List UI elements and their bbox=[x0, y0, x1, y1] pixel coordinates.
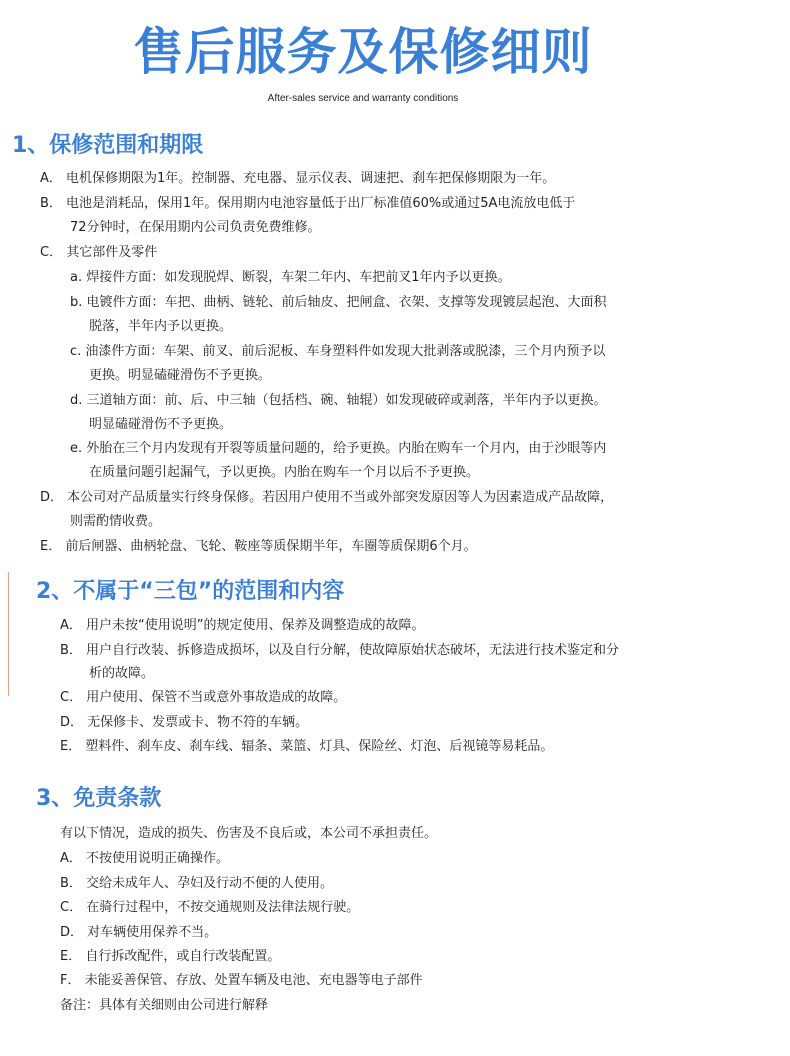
sub-list-item: b. 电镀件方面：车把、曲柄、链轮、前后轴皮、把闸盒、衣架、支撑等发现镀层起泡、大面积 bbox=[70, 295, 607, 310]
sub-list-item-continuation: 脱落，半年内予以更换。 bbox=[89, 319, 233, 334]
sub-list-item: c. 油漆件方面：车架、前叉、前后泥板、车身塑料件如发现大批剥落或脱漆，三个月内预予以 bbox=[70, 344, 606, 359]
list-item: B． 用户自行改装、拆修造成损坏，以及自行分解，使故障原始状态破坏，无法进行技术鉴定和分 bbox=[60, 643, 620, 658]
list-item: B． 电池是消耗品，保用1年。保用期内电池容量低于出厂标准值60%或通过5A电流放电低于 bbox=[40, 196, 576, 211]
page-title: 售后服务及保修细则 bbox=[133, 23, 593, 81]
list-item: A． 电机保修期限为1年。控制器、充电器、显示仪表、调速把、刹车把保修期限为一年。 bbox=[40, 171, 556, 186]
list-item: C． 在骑行过程中，不按交通规则及法律法规行驶。 bbox=[60, 900, 360, 915]
list-item: F． 未能妥善保管、存放、处置车辆及电池、充电器等电子部件 bbox=[60, 973, 423, 988]
list-item-continuation: 析的故障。 bbox=[89, 666, 155, 681]
sub-list-item: a. 焊接件方面：如发现脱焊、断裂，车架二年内、车把前叉1年内予以更换。 bbox=[70, 270, 511, 285]
list-item: A． 用户未按“使用说明”的规定使用、保养及调整造成的故障。 bbox=[60, 618, 425, 633]
sub-list-item: e. 外胎在三个月内发现有开裂等质量问题的，给予更换。内胎在购车一个月内，由于沙眼等内 bbox=[70, 441, 607, 456]
section-heading-exclusions: 2、不属于“三包”的范围和内容 bbox=[36, 579, 345, 604]
intro-text: 有以下情况，造成的损失、伤害及不良后或，本公司不承担责任。 bbox=[60, 826, 438, 841]
sub-list-item-continuation: 明显磕碰滑伤不予更换。 bbox=[89, 417, 233, 432]
list-item: D． 本公司对产品质量实行终身保修。若因用户使用不当或外部突发原因等人为因素造成产品故障， bbox=[40, 490, 614, 505]
list-item: D． 对车辆使用保养不当。 bbox=[60, 925, 218, 940]
list-item: D． 无保修卡、发票或卡、物不符的车辆。 bbox=[60, 715, 309, 730]
section-heading-disclaimer: 3、免责条款 bbox=[36, 786, 162, 811]
sub-list-item-continuation: 在质量问题引起漏气，予以更换。内胎在购车一个月以后不予更换。 bbox=[89, 465, 480, 480]
sub-list-item: d. 三道轴方面：前、后、中三轴（包括档、碗、轴辊）如发现破碎或剥落，半年内予以更换。 bbox=[70, 393, 607, 408]
section-heading-warranty-scope: 1、保修范围和期限 bbox=[12, 133, 204, 158]
sub-list-item-continuation: 更换。明显磕碰滑伤不予更换。 bbox=[89, 368, 272, 383]
page-subtitle: After-sales service and warranty conditions bbox=[267, 93, 459, 104]
list-item: E． 自行拆改配件，或自行改装配置。 bbox=[60, 949, 281, 964]
list-item: C． 其它部件及零件 bbox=[40, 245, 158, 260]
list-item-continuation: 则需酌情收费。 bbox=[70, 514, 162, 529]
list-item: A． 不按使用说明正确操作。 bbox=[60, 851, 230, 866]
decorative-divider bbox=[8, 572, 9, 696]
list-item-continuation: 72分钟时，在保用期内公司负责免费维修。 bbox=[70, 220, 321, 235]
note-text: 备注：具体有关细则由公司进行解释 bbox=[60, 998, 269, 1013]
list-item: B． 交给未成年人、孕妇及行动不便的人使用。 bbox=[60, 876, 334, 891]
list-item: E． 前后闸器、曲柄轮盘、飞轮、鞍座等质保期半年，车圈等质保期6个月。 bbox=[40, 539, 477, 554]
list-item: C． 用户使用、保管不当或意外事故造成的故障。 bbox=[60, 690, 347, 705]
list-item: E． 塑料件、刹车皮、刹车线、辐条、菜篮、灯具、保险丝、灯泡、后视镜等易耗品。 bbox=[60, 739, 554, 754]
